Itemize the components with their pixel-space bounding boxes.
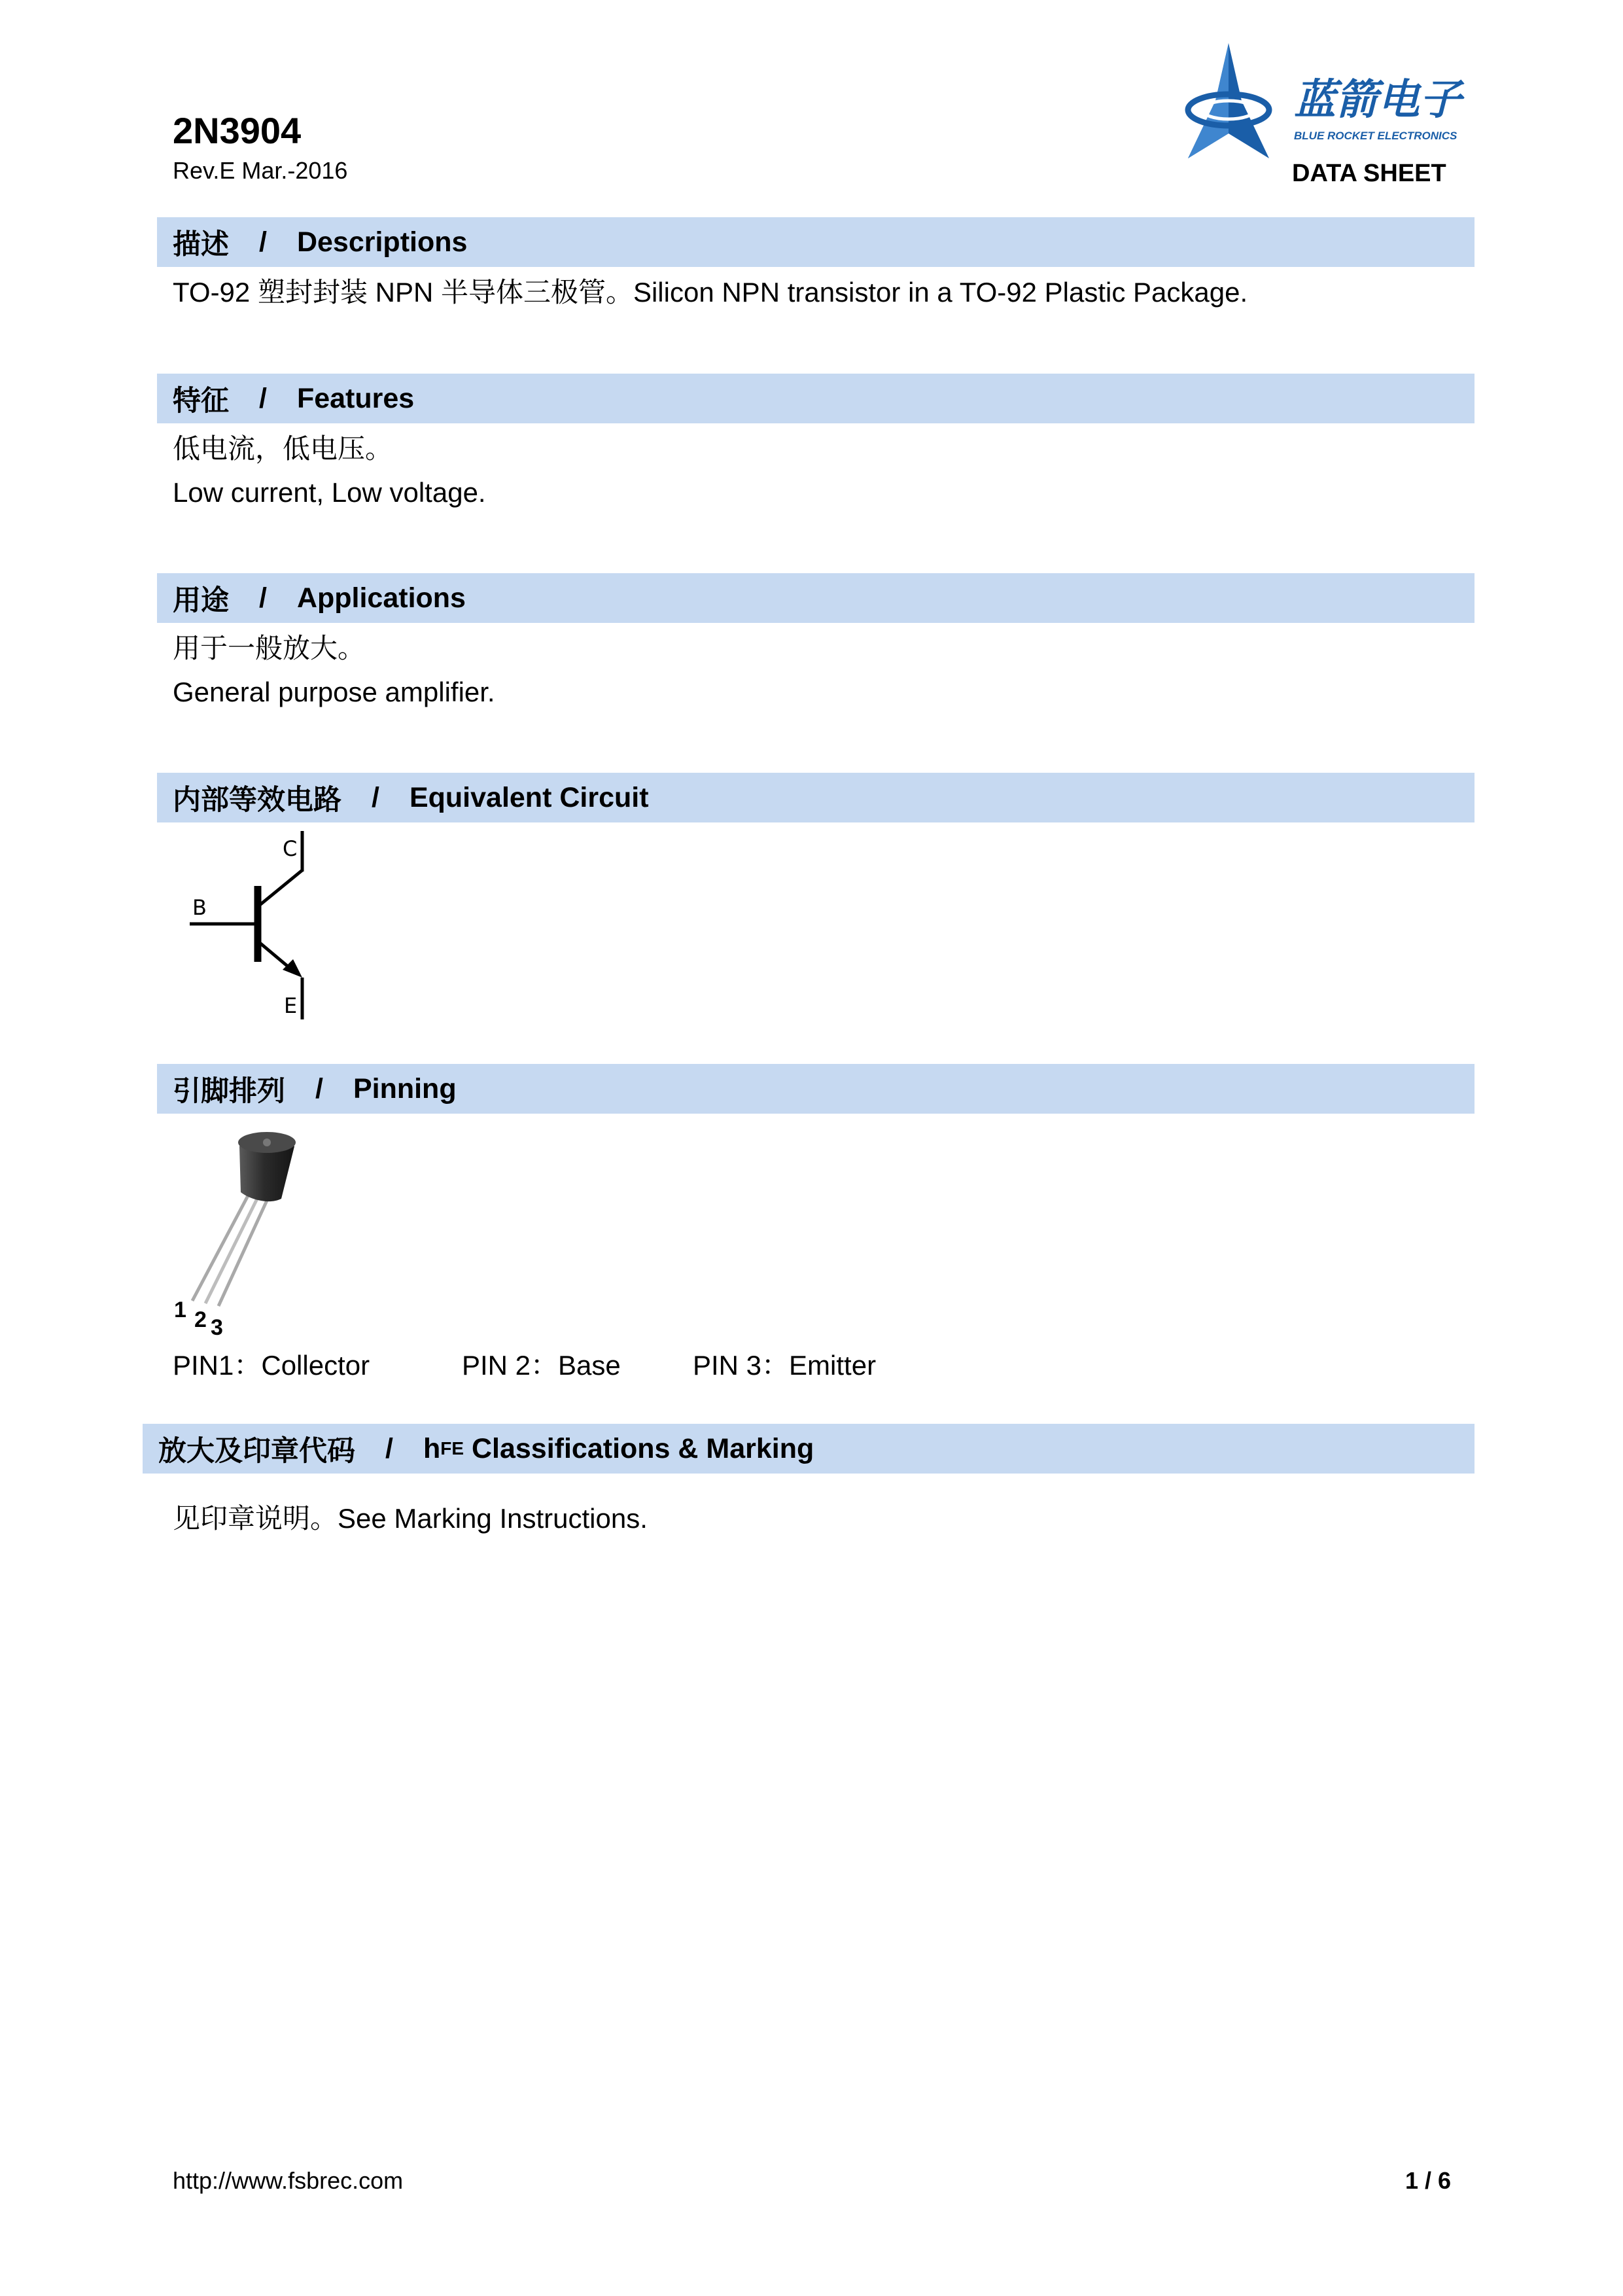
section-title-zh: 特征 <box>173 385 229 417</box>
revision: Rev.E Mar.-2016 <box>173 157 348 184</box>
section-title-zh: 描述 <box>173 228 229 260</box>
pin1-label: PIN1：Collector <box>173 1350 370 1381</box>
collector-label: C <box>283 836 298 861</box>
description-text: TO-92 塑封封装 NPN 半导体三极管。Silicon NPN transistor in a TO-92 Plastic Package. <box>173 277 1248 308</box>
section-title-subscript: FE <box>440 1438 464 1458</box>
npn-transistor-icon <box>183 826 327 1022</box>
rocket-logo-icon <box>1184 42 1485 166</box>
section-header-applications <box>157 573 1475 623</box>
section-header-circuit <box>157 773 1475 822</box>
footer-url[interactable]: http://www.fsbrec.com <box>173 2167 404 2194</box>
section-title-zh: 用途 <box>173 584 229 616</box>
to92-package-icon <box>183 1127 314 1310</box>
doc-type-label: DATA SHEET <box>1292 160 1446 187</box>
section-header-features <box>157 374 1475 423</box>
base-label: B <box>192 895 207 920</box>
section-title-en: Pinning <box>353 1072 457 1104</box>
pin-number-1: 1 <box>174 1298 186 1322</box>
section-separator: / <box>372 781 379 813</box>
section-title-zh: 引脚排列 <box>173 1075 285 1107</box>
section-header-pinning <box>157 1064 1475 1114</box>
section-separator: / <box>259 226 267 258</box>
to92-package-image <box>183 1127 314 1310</box>
section-separator: / <box>315 1072 323 1104</box>
pin-number-2: 2 <box>194 1307 207 1332</box>
section-separator: / <box>385 1432 393 1464</box>
page-number: 1 / 6 <box>1405 2167 1452 2194</box>
section-title-en: Features <box>296 382 415 414</box>
pin-number-3: 3 <box>211 1315 223 1340</box>
pin3-label: PIN 3：Emitter <box>693 1350 877 1381</box>
npn-transistor-symbol <box>183 826 327 1022</box>
section-separator: / <box>259 582 267 614</box>
part-number: 2N3904 <box>173 110 302 151</box>
section-title-en: Descriptions <box>296 226 468 258</box>
section-title-en: Classifications & Marking <box>464 1432 814 1464</box>
applications-text-en: General purpose amplifier. <box>173 677 495 707</box>
pin2-label: PIN 2：Base <box>462 1350 621 1381</box>
company-logo <box>1184 42 1485 166</box>
section-title-en: Applications <box>296 582 466 614</box>
section-header-marking <box>143 1424 1475 1474</box>
applications-text-zh: 用于一般放大。 <box>173 633 366 663</box>
section-header-descriptions <box>157 217 1475 267</box>
features-text-en: Low current, Low voltage. <box>173 477 486 508</box>
marking-text: 见印章说明。See Marking Instructions. <box>173 1503 648 1534</box>
section-title-zh: 放大及印章代码 <box>158 1435 355 1467</box>
section-title-h: h <box>423 1432 441 1464</box>
emitter-label: E <box>284 993 298 1018</box>
section-title-en: Equivalent Circuit <box>409 781 649 813</box>
section-separator: / <box>259 382 267 414</box>
logo-en-text: BLUE ROCKET ELECTRONICS <box>1294 130 1457 142</box>
logo-cn-text: 蓝箭电子 <box>1294 76 1461 124</box>
features-text-zh: 低电流，低电压。 <box>173 433 393 464</box>
section-title-zh: 内部等效电路 <box>173 784 341 816</box>
